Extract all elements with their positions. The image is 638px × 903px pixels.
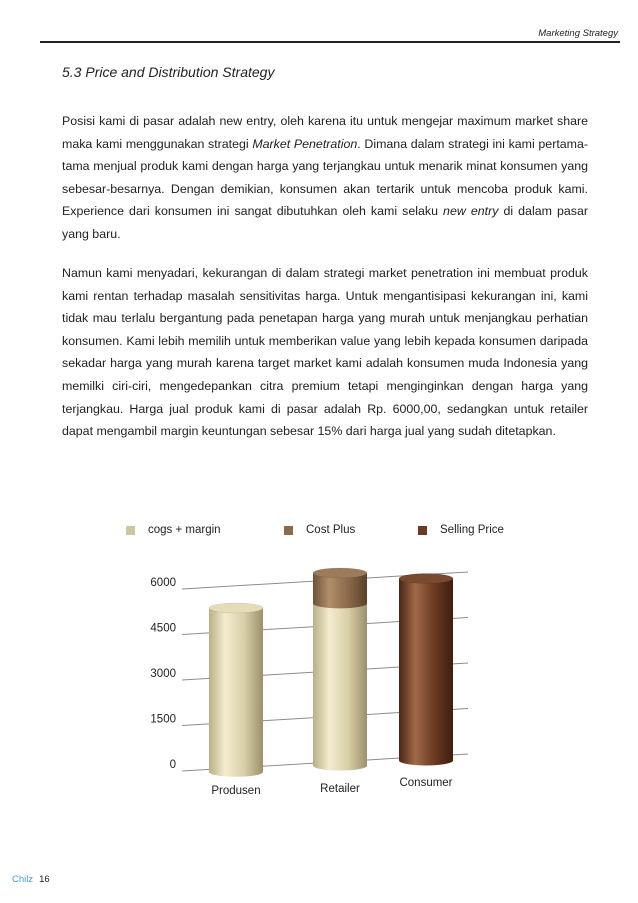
bar-segment-produsen-cogs-margin <box>209 608 263 777</box>
y-tick-label: 4500 <box>150 622 176 635</box>
legend-item-selling-price <box>418 524 504 536</box>
x-tick-label-consumer: Consumer <box>399 777 453 789</box>
bar-segment-retailer-cogs-margin <box>313 603 367 770</box>
legend-swatch-cost-plus <box>284 526 293 535</box>
footer-page-number: 16 <box>39 874 50 885</box>
y-tick-label: 0 <box>169 759 176 771</box>
chart-legend <box>0 524 638 542</box>
legend-label-cogs-margin: cogs + margin <box>148 524 221 536</box>
bar-segment-consumer-selling-price <box>399 578 453 765</box>
bar-cap-produsen <box>209 603 263 613</box>
header-rule <box>40 41 620 43</box>
paragraph-2: Namun kami menyadari, kekurangan di dalam strategi market penetration ini membuat produk kami rentan terhadap masalah sensitivitas harga. Untuk mengantisipasi kekurangan ini, kami tidak mau terlalu bergantung pada penetapan harga yang murah untuk menjangkau perhatian konsumen. Kami lebih memilih untuk memberikan value yang lebih kepada konsumen daripada sekadar harga yang murah karena target market kami adalah konsumen muda Indonesia yang memilki ciri-ciri, mengedepankan citra premium tetapi menginginkan dengan harga yang terjangkau. Harga jual produk kami di pasar adalah Rp. 6000,00, sedangkan untuk retailer dapat mengambil margin keuntungan sebesar 15% dari harga jual yang sudah ditetapkan. <box>62 266 588 439</box>
y-tick-label: 3000 <box>150 668 176 680</box>
bar-segment-retailer-cost-plus <box>313 573 367 608</box>
footer-brand: Chilz <box>12 874 34 885</box>
paragraph-1-emphasis-1: Market Penetration <box>252 136 358 151</box>
y-tick-label: 6000 <box>150 577 176 589</box>
footer <box>12 874 50 885</box>
legend-label-selling-price: Selling Price <box>440 524 504 536</box>
legend-swatch-selling-price <box>418 526 427 535</box>
page-header-title: Marketing Strategy <box>538 28 618 39</box>
legend-label-cost-plus: Cost Plus <box>306 524 356 536</box>
x-tick-label-produsen: Produsen <box>211 785 261 797</box>
paragraph-1 <box>62 110 588 246</box>
price-chart <box>0 560 638 810</box>
legend-item-cost-plus <box>284 524 355 536</box>
bar-cap-consumer <box>399 573 453 583</box>
x-tick-label-retailer: Retailer <box>320 783 360 795</box>
section-title: 5.3 Price and Distribution Strategy <box>62 64 275 80</box>
paragraph-1-emphasis-2: new entry <box>443 204 499 219</box>
legend-swatch-cogs-margin <box>126 526 135 535</box>
y-tick-label: 1500 <box>150 713 176 726</box>
legend-item-cogs-margin <box>126 524 221 536</box>
paragraph-1-part-1: Posisi kami di pasar adalah new entry, oleh karena itu untuk mengejar maximum market share maka kami menggunakan strategi <box>62 114 588 151</box>
bar-cap-retailer <box>313 568 367 578</box>
paragraph-1-part-3: di dalam pasar yang baru. <box>62 204 588 241</box>
paragraph-1-part-2: . Dimana dalam strategi ini kami pertama-tama menjual produk kami dengan harga yang terjangkau untuk menarik minat konsumen yang sebesar-besarnya. Dengan demikian, konsumen akan tertarik untuk mencoba produk kami. Experience dari konsumen ini sangat dibutuhkan oleh kami selaku <box>62 136 588 219</box>
